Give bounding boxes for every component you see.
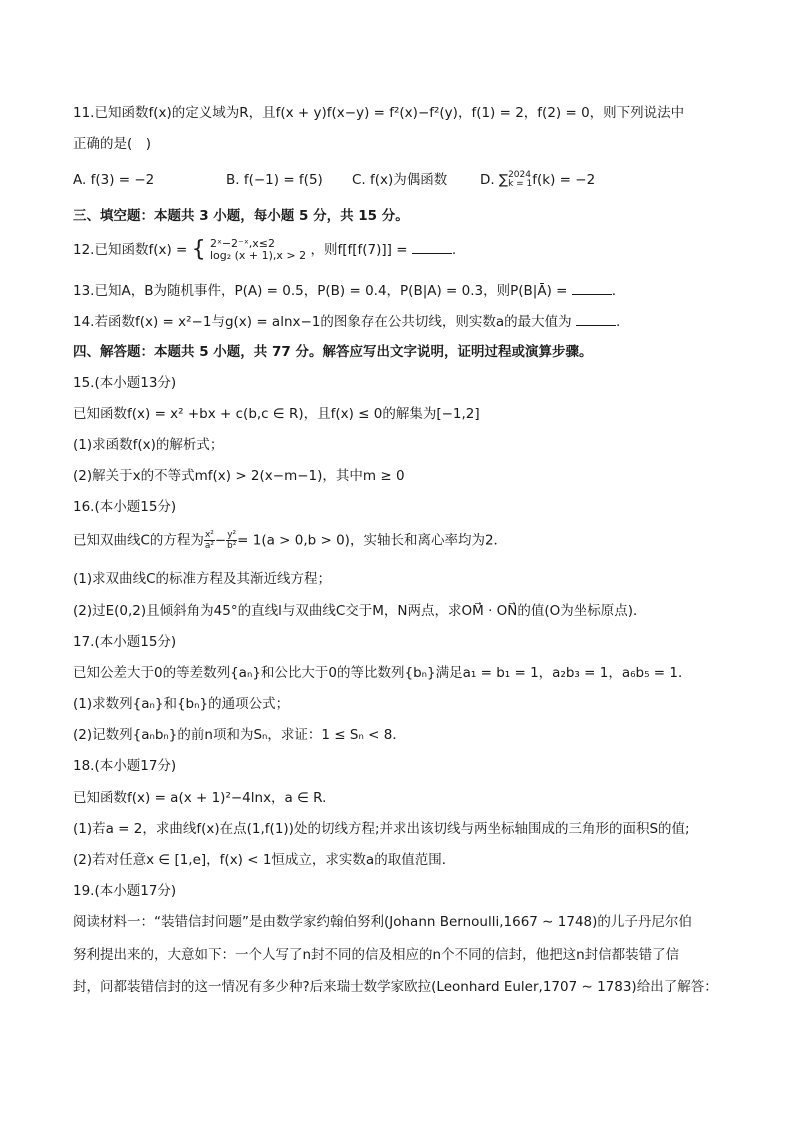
- q11-option-d-prefix: D. ∑: [480, 172, 509, 188]
- q13-text: 13.已知A，B为随机事件，P(A) = 0.5，P(B) = 0.4，P(B|A) = 0.3，则P(B|Ā) =: [73, 283, 568, 299]
- q18-head: 18.(本小题17分): [73, 758, 177, 774]
- q16-head: 16.(本小题15分): [73, 499, 177, 515]
- q18-part1: (1)若a = 2，求曲线f(x)在点(1,f(1))处的切线方程;并求出该切线与两坐标轴围成的三角形的面积S的值;: [73, 821, 690, 837]
- q14-answer-blank[interactable]: [576, 311, 616, 326]
- q19-head: 19.(本小题17分): [73, 883, 177, 899]
- q17-part2: (2)记数列{aₙbₙ}的前n项和为Sₙ，求证：1 ≤ Sₙ < 8．: [73, 727, 406, 743]
- q17-head: 17.(本小题15分): [73, 634, 177, 650]
- section-4-heading: 四、解答题：本题共 5 小题，共 77 分。解答应写出文字说明，证明过程或演算步骤。: [73, 344, 593, 360]
- fraction-x2-a2: [204, 530, 215, 551]
- q16-stem-prefix: 已知双曲线C的方程为: [73, 532, 204, 549]
- q12-answer-blank[interactable]: [412, 239, 452, 254]
- fraction-numerator: x²: [204, 530, 214, 540]
- q12-suffix: ，则f[f[f(7)]] =: [310, 242, 408, 258]
- sum-upper: 2024: [508, 170, 531, 180]
- fraction-y2-b2: [226, 530, 237, 551]
- sum-lower: k = 1: [508, 179, 533, 189]
- q11-option-d: [480, 170, 595, 190]
- minus-sign: −: [214, 532, 227, 549]
- q16-part1: (1)求双曲线C的标准方程及其渐近线方程；: [73, 571, 332, 587]
- q11-option-a: A. f(3) = −2: [73, 172, 155, 188]
- q15-head: 15.(本小题13分): [73, 375, 177, 391]
- sum-limits: [508, 171, 532, 189]
- q12-end: .: [451, 242, 457, 258]
- q11-option-c: C. f(x)为偶函数: [352, 172, 448, 188]
- q19-line1: 阅读材料一：“装错信封问题”是由数学家约翰伯努利(Johann Bernoulli,1667 ∼ 1748)的儿子丹尼尔伯: [73, 914, 692, 930]
- q14-end: .: [615, 314, 621, 330]
- q11-option-d-suffix: f(k) = −2: [532, 172, 596, 188]
- q16-stem: [73, 530, 733, 556]
- brace-icon: {: [191, 237, 206, 262]
- q18-stem: 已知函数f(x) = a(x + 1)²−4lnx，a ∈ R.: [73, 790, 327, 806]
- q17-part1: (1)求数列{aₙ}和{bₙ}的通项公式；: [73, 696, 290, 712]
- fraction-denominator: b²: [226, 541, 237, 551]
- q15-part2: (2)解关于x的不等式mf(x) > 2(x−m−1)，其中m ≥ 0: [73, 468, 405, 484]
- q13-line: [73, 280, 733, 301]
- q12-line: [73, 238, 733, 268]
- q12-piece2: log₂ (x + 1),x > 2: [209, 249, 307, 262]
- q13-end: .: [611, 283, 617, 299]
- q14-text: 14.若函数f(x) = x²−1与g(x) = alnx−1的图象存在公共切线，则实数a的最大值为: [73, 314, 572, 330]
- q15-stem: 已知函数f(x) = x² +bx + c(b,c ∈ R)，且f(x) ≤ 0的解集为[−1,2]: [73, 406, 480, 422]
- section-3-heading: 三、填空题：本题共 3 小题，每小题 5 分，共 15 分。: [73, 208, 409, 224]
- q12-piecewise: [210, 238, 306, 262]
- q15-part1: (1)求函数f(x)的解析式；: [73, 437, 224, 453]
- fraction-numerator: y²: [227, 530, 237, 540]
- q16-stem-suffix: = 1(a > 0,b > 0)，实轴长和离心率均为2．: [237, 532, 508, 549]
- q16-part2: (2)过E(0,2)且倾斜角为45°的直线l与双曲线C交于M，N两点，求OM⃗ · ON⃗的值(O为坐标原点)．: [73, 603, 647, 619]
- fraction-denominator: a²: [204, 541, 214, 551]
- q19-line3: 封，问都装错信封的这一情况有多少种?后来瑞士数学家欧拉(Leonhard Euler,1707 ∼ 1783)给出了解答：: [73, 979, 718, 995]
- q13-answer-blank[interactable]: [572, 280, 612, 295]
- q11-option-b: B. f(−1) = f(5): [226, 172, 323, 188]
- q19-line2: 努利提出来的，大意如下：一个人写了n封不同的信及相应的n个不同的信封，他把这n封信都装错了信: [73, 947, 680, 963]
- q11-line1: 11.已知函数f(x)的定义域为R，且f(x + y)f(x−y) = f²(x)−f²(y)，f(1) = 2，f(2) = 0，则下列说法中: [73, 105, 685, 121]
- q17-stem: 已知公差大于0的等差数列{aₙ}和公比大于0的等比数列{bₙ}满足a₁ = b₁ = 1，a₂b₃ = 1，a₆b₅ = 1．: [73, 665, 692, 681]
- q11-line2: 正确的是( ): [73, 136, 152, 152]
- q12-prefix: 12.已知函数f(x) =: [73, 242, 188, 258]
- q18-part2: (2)若对任意x ∈ [1,e]，f(x) < 1恒成立，求实数a的取值范围．: [73, 852, 456, 868]
- q12-piece1: 2ˣ−2⁻ˣ,x≤2: [209, 237, 275, 250]
- q14-line: [73, 311, 733, 332]
